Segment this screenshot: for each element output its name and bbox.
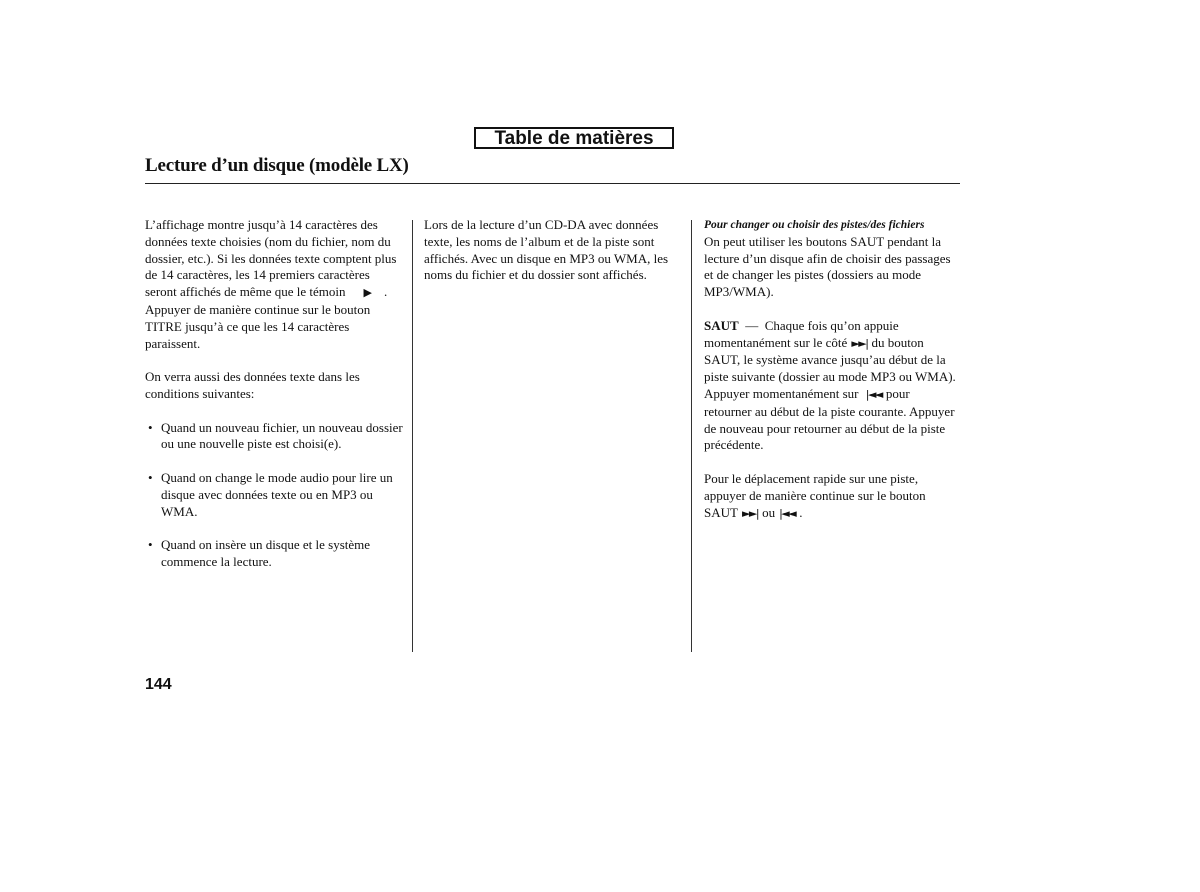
saut-paragraph: SAUT — Chaque fois qu’on appuie momentanément sur le côté ►►| du bouton SAUT, le système avance jusqu’au début de la piste suivante (dossier au mode MP3 ou WMA). Appuyer momentanément sur |◄◄ pour retourner au début de la piste courante. Appuyer de nouveau pour retourner au début de la piste précédente. [704, 317, 956, 453]
bullet-icon: • [148, 469, 153, 485]
bullet-icon: • [148, 537, 153, 553]
section-title: Lecture d’un disque (modèle LX) [145, 155, 409, 176]
skip-back-icon: |◄◄ [865, 387, 882, 401]
list-item: • Quand un nouveau fichier, un nouveau dossier ou une nouvelle piste est choisi(e). [145, 420, 403, 454]
skip-forward-icon: ►►| [851, 336, 868, 350]
title-rule [145, 183, 960, 184]
subheading: Pour changer ou choisir des pistes/des fichiers [704, 219, 925, 231]
cd-da-paragraph: Lors de la lecture d’un CD-DA avec données texte, les noms de l’album et de la piste sont affichés. Avec un disque en MP3 ou WMA, les noms du fichier et du dossier sont affichés. [424, 217, 669, 283]
play-indicator-icon: ▶ [363, 286, 372, 300]
skip-intro-paragraph: On peut utiliser les boutons SAUT pendant la lecture d’un disque afin de choisir des passages et de changer les pistes (dossiers au mode MP3/WMA). [704, 233, 951, 300]
skip-forward-icon: ►►| [741, 506, 759, 520]
bullet-icon: • [148, 419, 153, 435]
column-3 [704, 217, 960, 522]
skip-back-icon: |◄◄ [779, 506, 796, 520]
page-number: 144 [145, 676, 172, 693]
list-item: • Quand on insère un disque et le système commence la lecture. [145, 537, 403, 571]
column-2 [424, 217, 679, 284]
list-item: • Quand on change le mode audio pour lire un disque avec données texte ou en MP3 ou WMA. [145, 470, 403, 520]
column-divider [691, 220, 692, 652]
column-1 [145, 217, 403, 571]
table-of-contents-button[interactable]: Table de matières [474, 127, 674, 149]
conditions-intro: On verra aussi des données texte dans les conditions suivantes: [145, 369, 360, 401]
saut-label: SAUT [704, 317, 739, 333]
text-display-paragraph: L’affichage montre jusqu’à 14 caractères des données texte choisies (nom du fichier, nom du dossier, etc.). Si les données texte comptent plus de 14 caractères, les 14 premiers caractères seront affichés de même que le témoin ▶ . Appuyer de manière continue sur le bouton TITRE jusqu’à ce que les 14 caractères paraissent. [145, 217, 397, 351]
fast-seek-paragraph: Pour le déplacement rapide sur une piste, appuyer de manière continue sur le bouton SAUT ►►| ou |◄◄ . [704, 470, 926, 520]
column-divider [412, 220, 413, 652]
